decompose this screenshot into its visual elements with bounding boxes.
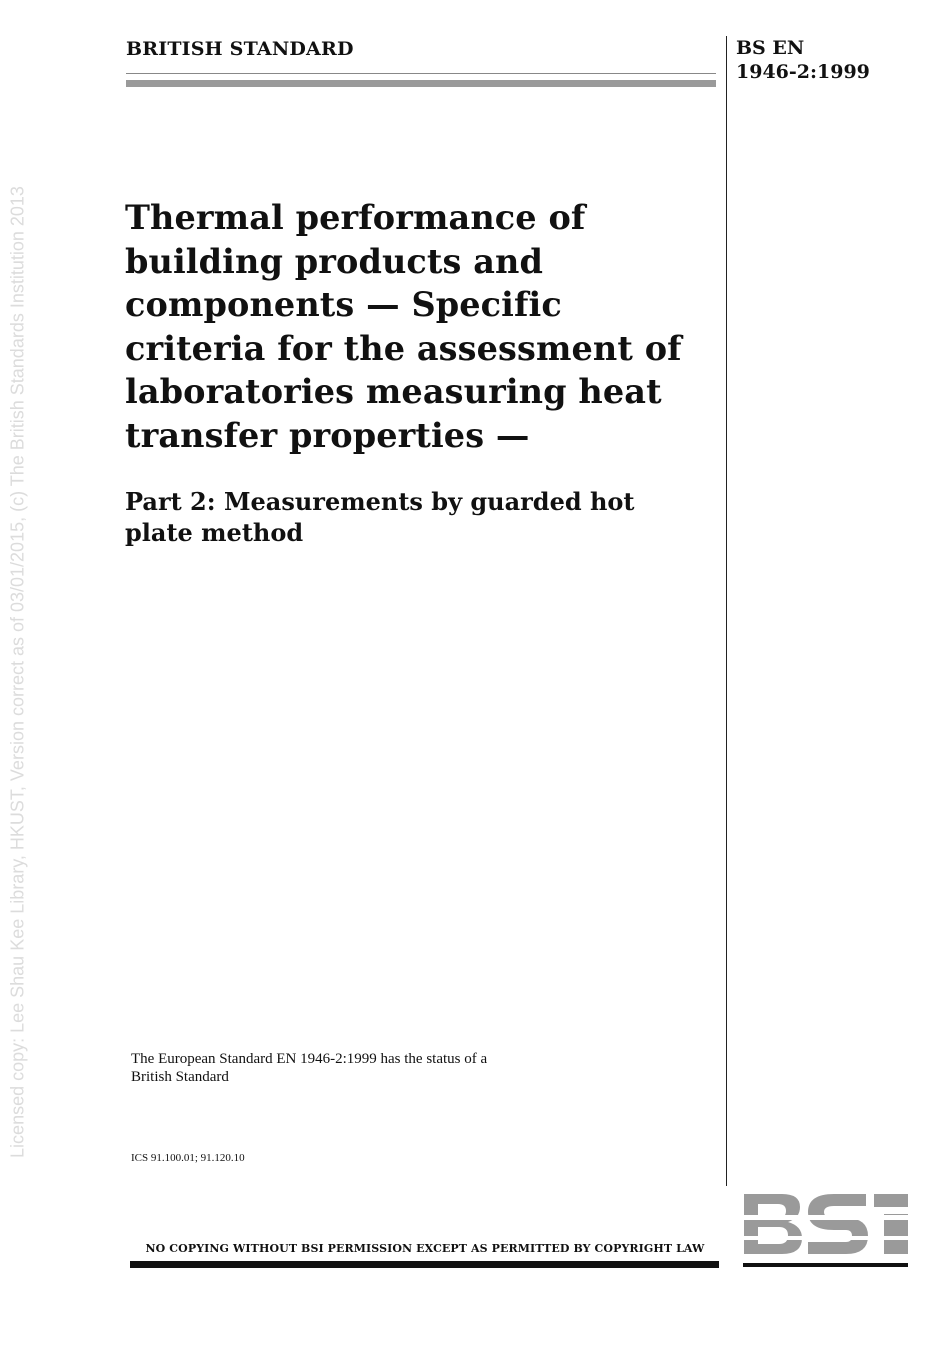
part-title-line: Part 2: Measurements by guarded hot [125,487,635,516]
standard-number-line-2: 1946-2:1999 [736,61,870,83]
part-title [125,486,715,548]
title-line: criteria for the assessment of [125,328,682,368]
footer-rule-right [743,1263,908,1267]
bsi-logo-mark [742,1194,910,1254]
document-category-label: BRITISH STANDARD [126,38,354,60]
standard-number-line-1: BS EN [736,37,805,59]
title-line: building products and [125,241,544,281]
footer-rule-left [130,1261,719,1268]
column-divider [726,36,727,1186]
copyright-notice: NO COPYING WITHOUT BSI PERMISSION EXCEPT AS PERMITTED BY COPYRIGHT LAW [145,1242,705,1255]
document-title [125,196,715,457]
title-line: components — Specific [125,285,562,324]
standard-number [736,36,936,84]
header-thick-rule [126,80,716,87]
status-note [131,1050,571,1086]
title-line: laboratories measuring heat [125,372,662,411]
part-title-line: plate method [125,518,304,547]
bsi-logo [742,1192,910,1256]
ics-code: ICS 91.100.01; 91.120.10 [131,1152,245,1164]
title-line: transfer properties — [125,415,530,455]
status-note-line: British Standard [131,1069,229,1085]
license-watermark: Licensed copy: Lee Shau Kee Library, HKUST, Version correct as of 03/01/2015, (c) The British Standards Institution 2013 [7,186,28,1158]
title-line: Thermal performance of [125,198,586,237]
status-note-line: The European Standard EN 1946-2:1999 has the status of a [131,1051,488,1067]
header-thin-rule [126,73,716,74]
